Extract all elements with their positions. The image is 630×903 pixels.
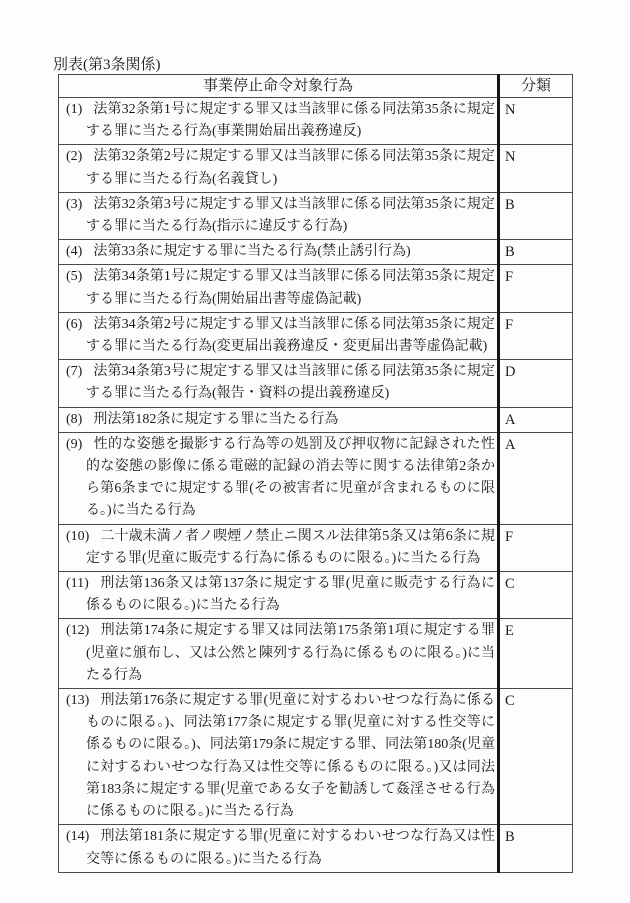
act-number: (11) — [66, 576, 89, 592]
act-paragraph — [66, 620, 495, 687]
act-cell — [59, 432, 499, 524]
table-row — [59, 825, 573, 872]
act-number: (2) — [66, 149, 83, 165]
table-row — [59, 192, 573, 239]
class-cell: N — [499, 145, 573, 192]
class-cell: B — [499, 192, 573, 239]
act-number: (13) — [66, 693, 90, 709]
act-number: (12) — [66, 623, 90, 639]
table-body — [59, 98, 573, 873]
act-cell — [59, 619, 499, 689]
act-number: (14) — [66, 829, 90, 845]
act-text: 法第34条第3号に規定する罪又は当該罪に係る同法第35条に規定する罪に当たる行為(報告・資料の提出義務違反) — [86, 364, 495, 402]
table-row — [59, 407, 573, 432]
header-row — [59, 75, 573, 98]
table-row — [59, 265, 573, 312]
act-cell — [59, 689, 499, 825]
act-text: 刑法第176条に規定する罪(児童に対するわいせつな行為に係るものに限る。)、同法第177条に規定する罪(児童に対する性交等に係るものに限る。)、同法第179条に規定する罪、同法第180条(児童に対するわいせつな行為又は性交等に係るものに限る。)又は同法第183条に規定する罪(児童である女子を勧誘して姦淫させる行為に係るものに限る。)に当たる行為 — [86, 693, 495, 820]
table-row — [59, 240, 573, 265]
act-paragraph — [66, 266, 495, 310]
suspension-orders-table — [58, 74, 573, 873]
class-cell: C — [499, 689, 573, 825]
class-cell: F — [499, 524, 573, 571]
class-cell: C — [499, 572, 573, 619]
act-cell — [59, 524, 499, 571]
act-cell — [59, 825, 499, 872]
class-cell: F — [499, 265, 573, 312]
act-number: (6) — [66, 316, 83, 332]
act-paragraph — [66, 434, 495, 523]
class-cell: A — [499, 407, 573, 432]
column-header-class: 分類 — [499, 75, 573, 98]
act-paragraph — [66, 241, 495, 263]
table-row — [59, 689, 573, 825]
class-cell: D — [499, 360, 573, 407]
act-paragraph — [66, 146, 495, 190]
act-cell — [59, 240, 499, 265]
class-cell: B — [499, 240, 573, 265]
class-cell: F — [499, 312, 573, 359]
act-cell — [59, 265, 499, 312]
table-row — [59, 572, 573, 619]
act-text: 刑法第181条に規定する罪(児童に対するわいせつな行為又は性交等に係るものに限る。)に当たる行為 — [86, 829, 495, 867]
act-text: 法第32条第1号に規定する罪又は当該罪に係る同法第35条に規定する罪に当たる行為(事業開始届出義務違反) — [86, 102, 495, 140]
table-row — [59, 145, 573, 192]
column-header-act: 事業停止命令対象行為 — [59, 75, 499, 98]
act-cell — [59, 192, 499, 239]
class-cell: B — [499, 825, 573, 872]
class-cell: A — [499, 432, 573, 524]
act-text: 法第32条第2号に規定する罪又は当該罪に係る同法第35条に規定する罪に当たる行為(名義貸し) — [86, 149, 495, 187]
act-text: 刑法第182条に規定する罪に当たる行為 — [93, 411, 339, 427]
table-row — [59, 312, 573, 359]
act-text: 法第34条第2号に規定する罪又は当該罪に係る同法第35条に規定する罪に当たる行為(変更届出義務違反・変更届出書等虚偽記載) — [86, 316, 495, 355]
act-paragraph — [66, 361, 495, 405]
class-cell: E — [499, 619, 573, 689]
act-number: (9) — [66, 436, 83, 452]
act-text: 刑法第174条に規定する罪又は同法第175条第1項に規定する罪(児童に頒布し、又は公然と陳列する行為に係るものに限る。)に当たる行為 — [86, 623, 495, 683]
table-row — [59, 360, 573, 407]
act-number: (10) — [66, 528, 90, 544]
act-paragraph — [66, 99, 495, 143]
act-text: 二十歳未満ノ者ノ喫煙ノ禁止ニ関スル法律第5条又は第6条に規定する罪(児童に販売する行為に係るものに限る。)に当たる行為 — [86, 528, 495, 566]
act-number: (5) — [66, 269, 83, 285]
class-cell: N — [499, 98, 573, 145]
act-paragraph — [66, 573, 495, 617]
page-title: 別表(第3条関係) — [53, 57, 161, 73]
act-text: 法第32条第3号に規定する罪又は当該罪に係る同法第35条に規定する罪に当たる行為(指示に違反する行為) — [86, 196, 495, 235]
act-number: (8) — [66, 411, 83, 427]
act-cell — [59, 312, 499, 359]
act-text: 刑法第136条又は第137条に規定する罪(児童に販売する行為に係るものに限る。)に当たる行為 — [86, 576, 495, 614]
act-paragraph — [66, 314, 495, 358]
act-cell — [59, 407, 499, 432]
act-paragraph — [66, 526, 495, 570]
table-row — [59, 432, 573, 524]
act-paragraph — [66, 409, 495, 431]
act-paragraph — [66, 194, 495, 238]
table-row — [59, 619, 573, 689]
act-cell — [59, 145, 499, 192]
act-text: 性的な姿態を撮影する行為等の処罰及び押収物に記録された性的な姿態の影像に係る電磁的記録の消去等に関する法律第2条から第6条までに規定する罪(その被害者に児童が含まれるものに限る。)に当たる行為 — [86, 436, 495, 519]
table-row — [59, 98, 573, 145]
act-paragraph — [66, 826, 495, 870]
act-number: (1) — [66, 102, 83, 117]
act-number: (7) — [66, 364, 83, 380]
act-text: 法第34条第1号に規定する罪又は当該罪に係る同法第35条に規定する罪に当たる行為(開始届出書等虚偽記載) — [86, 269, 495, 307]
act-text: 法第33条に規定する罪に当たる行為(禁止誘引行為) — [93, 244, 411, 260]
act-cell — [59, 360, 499, 407]
act-paragraph — [66, 690, 495, 823]
table-header — [59, 75, 573, 98]
act-cell — [59, 572, 499, 619]
act-number: (4) — [66, 244, 83, 260]
act-number: (3) — [66, 196, 83, 212]
act-cell — [59, 98, 499, 145]
table-row — [59, 524, 573, 571]
